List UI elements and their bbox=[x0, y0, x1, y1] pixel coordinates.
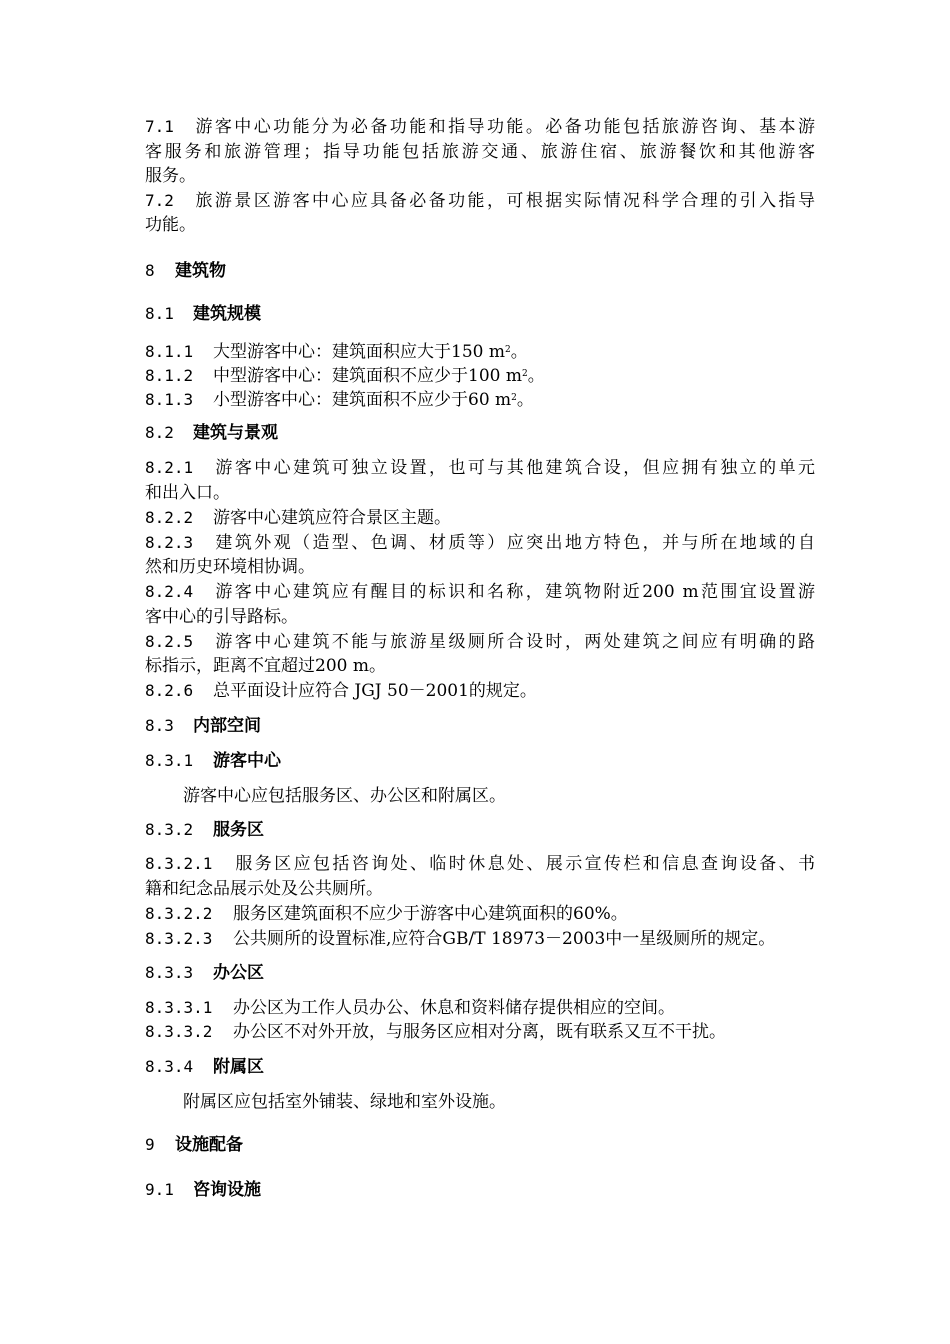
clause-number: 8.3.2.2 bbox=[145, 904, 213, 923]
clause-number: 8.1.2 bbox=[145, 366, 194, 385]
clause-number: 8.3.2.1 bbox=[145, 854, 213, 873]
clause-number: 7.2 bbox=[145, 191, 174, 210]
paragraph-text: 附属区应包括室外铺装、绿地和室外设施。 bbox=[183, 1092, 506, 1112]
clause-text: 籍和纪念品展示处及公共厕所。 bbox=[145, 879, 383, 899]
section-heading-8-3-3 bbox=[145, 961, 815, 985]
clause-text: 服务。 bbox=[145, 166, 196, 186]
clause-text: 服务区应包括咨询处、临时休息处、展示宣传栏和信息查询设备、书 bbox=[233, 854, 815, 874]
clause-7-2-end bbox=[145, 213, 815, 237]
heading-text: 游客中心 bbox=[213, 751, 281, 771]
clause-8-2-5 bbox=[145, 630, 815, 654]
clause-8-2-3 bbox=[145, 531, 815, 555]
paragraph-8-3-1 bbox=[183, 784, 853, 808]
clause-text: 然和历史环境相协调。 bbox=[145, 557, 315, 577]
clause-text: 游客中心建筑应有醒目的标识和名称，建筑物附近200 m范围宜设置游 bbox=[213, 582, 815, 602]
clause-text: 标指示，距离不宜超过200 m。 bbox=[145, 656, 386, 676]
heading-number: 8.3.4 bbox=[145, 1057, 194, 1076]
clause-text: 大型游客中心：建筑面积应大于150 m bbox=[213, 342, 505, 362]
clause-8-2-6 bbox=[145, 679, 815, 703]
heading-text: 建筑物 bbox=[175, 261, 226, 281]
heading-text: 设施配备 bbox=[175, 1135, 243, 1155]
section-heading-9 bbox=[145, 1133, 815, 1157]
heading-text: 咨询设施 bbox=[193, 1180, 261, 1200]
heading-number: 8.1 bbox=[145, 304, 174, 323]
clause-8-3-2-1-end bbox=[145, 877, 815, 901]
heading-number: 8.3.2 bbox=[145, 820, 194, 839]
heading-text: 服务区 bbox=[213, 820, 264, 840]
clause-number: 8.2.2 bbox=[145, 508, 194, 527]
heading-text: 内部空间 bbox=[193, 716, 261, 736]
heading-text: 建筑与景观 bbox=[193, 423, 278, 443]
clause-8-2-5-end bbox=[145, 654, 815, 678]
heading-text: 附属区 bbox=[213, 1057, 264, 1077]
heading-number: 8 bbox=[145, 261, 155, 280]
clause-text: 功能。 bbox=[145, 215, 196, 235]
section-heading-8-1 bbox=[145, 302, 815, 326]
clause-text-tail: 。 bbox=[527, 366, 545, 386]
heading-number: 8.3.3 bbox=[145, 963, 194, 982]
clause-text: 客服务和旅游管理；指导功能包括旅游交通、旅游住宿、旅游餐饮和其他游客 bbox=[145, 142, 815, 162]
clause-text: 服务区建筑面积不应少于游客中心建筑面积的60%。 bbox=[233, 904, 628, 924]
clause-8-3-2-2 bbox=[145, 902, 815, 926]
clause-number: 8.3.3.2 bbox=[145, 1022, 213, 1041]
clause-text-tail: 。 bbox=[510, 342, 528, 362]
superscript-2: 2 bbox=[504, 345, 511, 355]
heading-number: 9 bbox=[145, 1135, 155, 1154]
clause-text: 办公区为工作人员办公、休息和资料储存提供相应的空间。 bbox=[233, 998, 675, 1018]
section-heading-8-3-1 bbox=[145, 749, 815, 773]
section-heading-9-1 bbox=[145, 1178, 815, 1202]
clause-8-2-4-end bbox=[145, 605, 815, 629]
paragraph-8-3-4 bbox=[183, 1090, 853, 1114]
clause-text: 游客中心功能分为必备功能和指导功能。必备功能包括旅游咨询、基本游 bbox=[193, 117, 815, 137]
clause-7-1-cont bbox=[145, 140, 815, 164]
clause-text: 游客中心建筑不能与旅游星级厕所合设时，两处建筑之间应有明确的路 bbox=[213, 632, 815, 652]
clause-text: 游客中心建筑应符合景区主题。 bbox=[213, 508, 451, 528]
clause-text: 旅游景区游客中心应具备必备功能，可根据实际情况科学合理的引入指导 bbox=[193, 191, 815, 211]
clause-text: 和出入口。 bbox=[145, 483, 230, 503]
clause-8-3-2-3 bbox=[145, 927, 815, 951]
clause-7-1 bbox=[145, 115, 815, 139]
clause-8-1-2 bbox=[145, 362, 815, 388]
superscript-2: 2 bbox=[521, 369, 528, 379]
heading-number: 8.3 bbox=[145, 716, 174, 735]
clause-number: 8.2.3 bbox=[145, 533, 194, 552]
section-heading-8 bbox=[145, 259, 815, 283]
clause-number: 8.2.4 bbox=[145, 582, 194, 601]
clause-8-1-1 bbox=[145, 338, 815, 364]
clause-number: 8.3.3.1 bbox=[145, 998, 213, 1017]
clause-7-2 bbox=[145, 189, 815, 213]
section-heading-8-3-2 bbox=[145, 818, 815, 842]
heading-text: 建筑规模 bbox=[193, 304, 261, 324]
clause-text-tail: 。 bbox=[516, 390, 534, 410]
clause-8-2-3-end bbox=[145, 555, 815, 579]
clause-8-2-4 bbox=[145, 580, 815, 604]
clause-text: 客中心的引导路标。 bbox=[145, 607, 298, 627]
clause-8-3-3-2 bbox=[145, 1020, 815, 1044]
clause-number: 7.1 bbox=[145, 117, 174, 136]
clause-8-3-2-1 bbox=[145, 852, 815, 876]
clause-7-1-end bbox=[145, 164, 815, 188]
section-heading-8-3 bbox=[145, 714, 815, 738]
clause-8-1-3 bbox=[145, 386, 815, 412]
clause-text: 办公区不对外开放，与服务区应相对分离，既有联系又互不干扰。 bbox=[233, 1022, 726, 1042]
paragraph-text: 游客中心应包括服务区、办公区和附属区。 bbox=[183, 786, 506, 806]
clause-number: 8.1.1 bbox=[145, 342, 194, 361]
heading-text: 办公区 bbox=[213, 963, 264, 983]
clause-number: 8.2.5 bbox=[145, 632, 194, 651]
clause-text: 游客中心建筑可独立设置，也可与其他建筑合设，但应拥有独立的单元 bbox=[213, 458, 815, 478]
heading-number: 8.3.1 bbox=[145, 751, 194, 770]
clause-8-2-1-end bbox=[145, 481, 815, 505]
superscript-2: 2 bbox=[511, 393, 517, 403]
section-heading-8-2 bbox=[145, 421, 815, 445]
section-heading-8-3-4 bbox=[145, 1055, 815, 1079]
clause-text: 小型游客中心：建筑面积不应少于60 m bbox=[213, 390, 512, 410]
clause-8-2-1 bbox=[145, 456, 815, 480]
clause-text: 中型游客中心：建筑面积不应少于100 m bbox=[213, 366, 522, 386]
clause-8-2-2 bbox=[145, 506, 815, 530]
heading-number: 8.2 bbox=[145, 423, 174, 442]
clause-8-3-3-1 bbox=[145, 996, 815, 1020]
clause-number: 8.2.1 bbox=[145, 458, 194, 477]
clause-number: 8.2.6 bbox=[145, 681, 194, 700]
clause-text: 建筑外观（造型、色调、材质等）应突出地方特色，并与所在地域的自 bbox=[213, 533, 815, 553]
heading-number: 9.1 bbox=[145, 1180, 174, 1199]
clause-text: 公共厕所的设置标准,应符合GB/T 18973－2003中一星级厕所的规定。 bbox=[233, 929, 776, 949]
clause-text: 总平面设计应符合 JGJ 50－2001的规定。 bbox=[213, 681, 537, 701]
clause-number: 8.1.3 bbox=[145, 390, 194, 409]
clause-number: 8.3.2.3 bbox=[145, 929, 213, 948]
